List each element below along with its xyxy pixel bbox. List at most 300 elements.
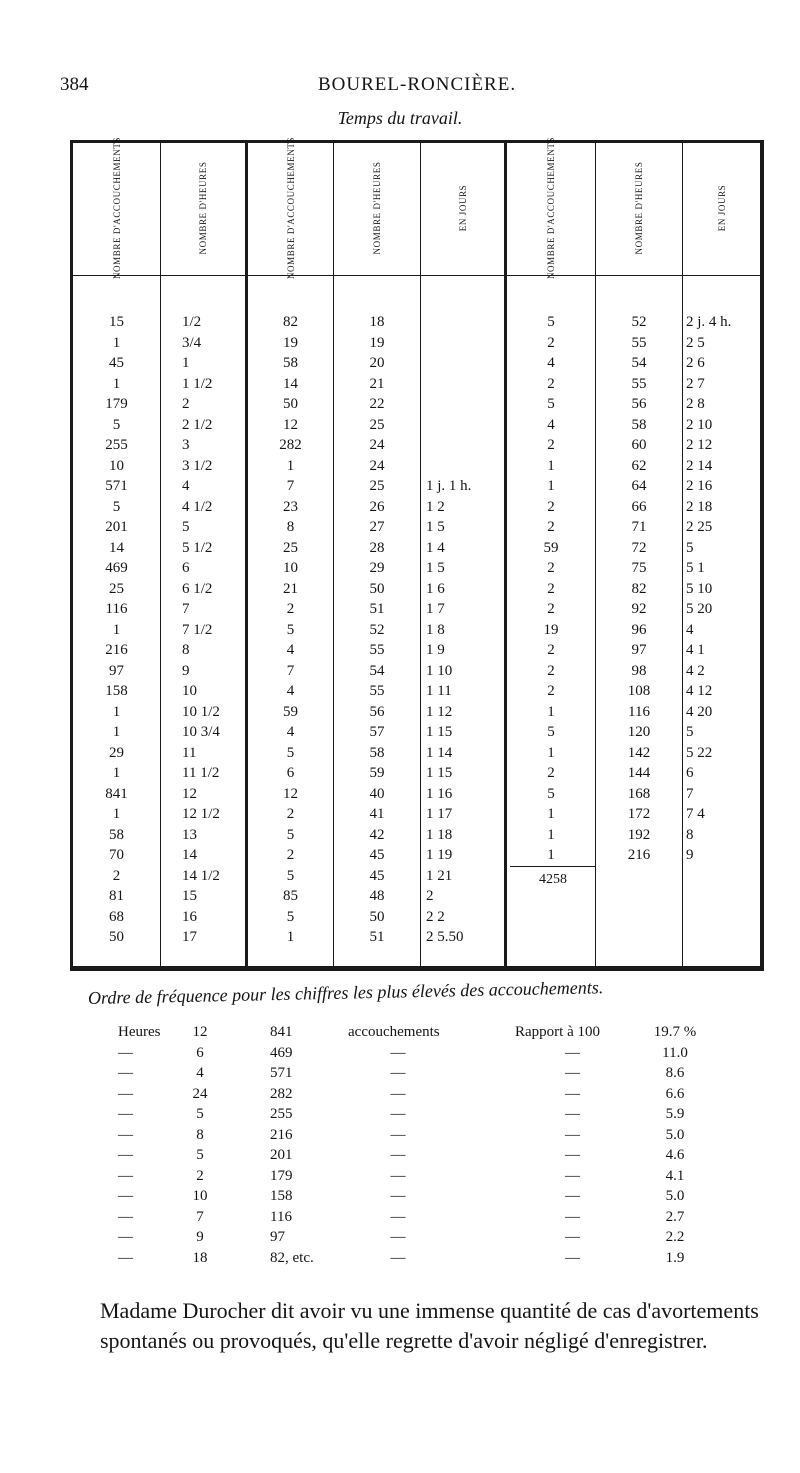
hours-value: 7 — [196, 1208, 204, 1225]
ditto-dash: — — [390, 1188, 406, 1204]
ditto-dash: — — [118, 1106, 133, 1122]
table-cell: 2 — [286, 847, 295, 863]
frequency-row — [0, 1106, 800, 1127]
table-cell: 1 8 — [426, 621, 445, 638]
table-cell: 2 — [547, 601, 555, 617]
table-cell: 1 15 — [426, 724, 453, 740]
percent-value: 4.1 — [665, 1167, 685, 1184]
table-cell: 29 — [109, 744, 124, 761]
table-cell: 68 — [109, 908, 124, 925]
ditto-dash: — — [118, 1085, 133, 1102]
table-cell: 92 — [631, 601, 647, 617]
ditto-dash: — — [565, 1167, 580, 1184]
table-cell: 1 5 — [426, 560, 445, 576]
table-cell: 19 — [283, 334, 298, 351]
table-cell: 72 — [631, 539, 647, 556]
hours-value: 10 — [192, 1188, 208, 1204]
header-text: NOMBRE D'ACCOUCHEMENTS — [546, 136, 556, 279]
frequency-row — [0, 1086, 800, 1107]
table-cell: 3 — [182, 437, 190, 453]
table-cell: 4 20 — [686, 703, 713, 720]
table-cell — [426, 415, 504, 436]
table-cell: 12 — [283, 416, 298, 433]
table-cell: 62 — [631, 457, 647, 474]
percent-value: 11.0 — [662, 1044, 688, 1061]
table-cell: 1 — [286, 929, 295, 945]
column-hours-2 — [334, 312, 420, 948]
table-cell: 5 — [547, 785, 555, 802]
table-cell: 13 — [182, 826, 197, 843]
table-cell: 2 j. 4 h. — [686, 314, 732, 330]
ditto-dash: — — [118, 1126, 133, 1143]
ditto-dash: — — [390, 1126, 406, 1143]
table-cell — [426, 456, 504, 477]
table-cell: 98 — [631, 662, 647, 679]
table-cell: 51 — [369, 601, 385, 617]
table-cell: 1 16 — [426, 785, 453, 802]
table-cell: 8 — [182, 642, 190, 658]
header-text: EN JOURS — [457, 184, 468, 231]
table-cell: 172 — [627, 806, 651, 822]
frequency-row — [0, 1127, 800, 1148]
ditto-dash: — — [390, 1229, 406, 1245]
table-cell: 54 — [369, 662, 385, 679]
table-cell: 5 — [112, 416, 121, 433]
frequency-row — [0, 1250, 800, 1271]
ditto-dash: — — [565, 1249, 580, 1266]
table-cell: 7 — [182, 601, 190, 617]
column-hours-3 — [596, 312, 682, 866]
frequency-table — [0, 1024, 800, 1274]
table-cell: 1 — [286, 457, 295, 474]
table-cell: 5 — [547, 396, 555, 412]
ditto-dash: — — [118, 1249, 133, 1266]
table-cell: 2 — [112, 867, 121, 884]
table-cell: 82 — [283, 314, 298, 330]
table-cell: 1 2 — [426, 498, 445, 515]
hours-label: Heures — [118, 1024, 161, 1040]
table-cell: 2 18 — [686, 498, 713, 515]
table-cell: 97 — [631, 642, 647, 658]
table-cell: 5 — [286, 826, 295, 843]
percent-value: 5.9 — [665, 1106, 685, 1122]
table-cell: 40 — [369, 785, 385, 802]
table-cell: 25 — [283, 539, 298, 556]
ditto-dash: — — [565, 1188, 580, 1204]
table-cell: 4 2 — [686, 662, 705, 679]
table-cell: 4 12 — [686, 683, 713, 699]
table-cell: 144 — [627, 765, 651, 781]
table-cell: 4 — [286, 683, 295, 699]
table-cell: 24 — [369, 437, 385, 453]
table-cell: 2 10 — [686, 416, 713, 433]
table-cell: 1 — [112, 703, 121, 720]
table-cell: 50 — [369, 908, 385, 925]
table-cell: 2 — [547, 375, 555, 392]
table-cell: 18 — [369, 314, 385, 330]
table-cell: 56 — [369, 703, 385, 720]
table-cell: 58 — [369, 744, 385, 761]
table-cell: 27 — [369, 519, 385, 535]
frequency-row — [0, 1188, 800, 1209]
table-cell: 15 — [182, 888, 197, 904]
table-cell: 1 — [547, 457, 555, 474]
table-cell: 29 — [369, 560, 385, 576]
table-cell: 28 — [369, 539, 385, 556]
count-value: 179 — [270, 1167, 293, 1184]
table-cell: 25 — [369, 478, 385, 494]
ditto-dash: — — [390, 1044, 406, 1061]
table-cell: 21 — [369, 375, 385, 392]
table-cell: 45 — [369, 867, 385, 884]
table-cell: 4 — [182, 478, 190, 494]
ditto-dash: — — [565, 1229, 580, 1245]
table-cell: 55 — [369, 642, 385, 658]
ditto-dash: — — [390, 1106, 406, 1122]
table-cell: 255 — [105, 437, 128, 453]
table-cell: 60 — [631, 437, 647, 453]
table-cell: 14 1/2 — [182, 867, 220, 884]
table-cell: 201 — [105, 519, 128, 535]
table-cell — [426, 353, 504, 374]
hours-value: 18 — [192, 1249, 208, 1266]
ditto-dash: — — [565, 1065, 580, 1081]
table-cell: 168 — [627, 785, 651, 802]
table-cell: 2 25 — [686, 519, 713, 535]
table-cell: 20 — [369, 355, 385, 371]
table-cell: 25 — [109, 580, 124, 597]
table-cell: 10 1/2 — [182, 703, 220, 720]
table-cell: 1 — [112, 334, 121, 351]
table-cell: 1 — [112, 724, 121, 740]
column-births-1 — [73, 312, 160, 948]
table-cell: 4 1/2 — [182, 498, 213, 515]
table-cell: 14 — [283, 375, 298, 392]
header-cell — [161, 140, 245, 275]
count-value: 97 — [270, 1229, 285, 1245]
table-cell: 45 — [369, 847, 385, 863]
table-cell: 1/2 — [182, 314, 202, 330]
header-cell — [683, 140, 760, 275]
table-cell: 6 1/2 — [182, 580, 213, 597]
table-cell: 1 — [182, 355, 190, 371]
table-cell: 4 — [286, 642, 295, 658]
table-cell: 21 — [283, 580, 298, 597]
table-cell: 52 — [369, 621, 385, 638]
count-value: 201 — [270, 1147, 293, 1163]
table-cell: 58 — [283, 355, 298, 371]
percent-value: 1.9 — [665, 1249, 685, 1266]
header-text: EN JOURS — [716, 184, 727, 231]
table-cell: 14 — [109, 539, 124, 556]
hours-value: 5 — [196, 1106, 204, 1122]
table-cell: 25 — [369, 416, 385, 433]
table-cell: 2 — [547, 765, 555, 781]
ditto-dash: — — [390, 1167, 406, 1184]
table-cell: 10 — [283, 560, 298, 576]
table-cell: 1 17 — [426, 806, 453, 822]
ditto-dash: — — [565, 1208, 580, 1225]
table-cell — [426, 374, 504, 395]
table-cell — [426, 312, 504, 333]
table-cell: 5 — [286, 867, 295, 884]
table-cell: 2 12 — [686, 437, 713, 453]
count-value: 116 — [270, 1208, 292, 1225]
table-cell: 841 — [105, 785, 128, 802]
table-cell: 12 — [283, 785, 298, 802]
table-cell: 12 1/2 — [182, 806, 220, 822]
table-cell: 7 4 — [686, 806, 705, 822]
table-cell: 1 j. 1 h. — [426, 478, 472, 494]
frequency-row — [0, 1209, 800, 1230]
ditto-dash: — — [390, 1065, 406, 1081]
table-cell: 116 — [628, 703, 650, 720]
hours-value: 8 — [196, 1126, 204, 1143]
ditto-dash: — — [118, 1147, 133, 1163]
percent-value: 19.7 % — [653, 1024, 697, 1040]
ditto-dash: — — [118, 1167, 133, 1184]
table-cell: 5 10 — [686, 580, 713, 597]
percent-value: 2.7 — [665, 1208, 685, 1225]
table-cell: 54 — [631, 355, 647, 371]
ditto-dash: — — [118, 1044, 133, 1061]
frequency-row — [0, 1147, 800, 1168]
table-cell: 192 — [627, 826, 651, 843]
table-cell: 52 — [631, 314, 647, 330]
table-cell: 2 — [547, 334, 555, 351]
header-cell — [248, 136, 333, 279]
table-cell: 1 — [547, 703, 555, 720]
table-cell: 1 19 — [426, 847, 453, 863]
table-cell: 1 — [547, 806, 555, 822]
table-cell: 2 — [286, 601, 295, 617]
ditto-dash: — — [118, 1229, 133, 1245]
table-cell: 216 — [627, 847, 651, 863]
ditto-dash: — — [565, 1126, 580, 1143]
table-cell: 11 1/2 — [182, 765, 220, 781]
closing-paragraph: Madame Durocher dit avoir vu une immense quantité de cas d'avortements spontanés ou provoqués, qu'elle regrette d'avoir négligé d'enregistrer. — [100, 1298, 759, 1353]
table-cell: 1 — [112, 765, 121, 781]
table-cell: 1 7 — [426, 601, 445, 617]
table-cell: 5 — [286, 908, 295, 925]
table-cell: 216 — [105, 642, 128, 658]
table-caption: Temps du travail. — [337, 108, 463, 128]
table-cell: 8 — [286, 519, 295, 535]
ditto-dash: — — [565, 1106, 580, 1122]
hours-value: 9 — [196, 1229, 204, 1245]
frequency-row — [0, 1024, 800, 1045]
table-cell: 9 — [686, 847, 694, 863]
table-cell: 15 — [109, 314, 124, 330]
table-cell: 6 — [286, 765, 295, 781]
table-cell: 12 — [182, 785, 197, 802]
frequency-row — [0, 1065, 800, 1086]
column-births-2 — [248, 312, 333, 948]
hours-value: 4 — [196, 1065, 204, 1081]
table-cell — [426, 394, 504, 415]
running-head: BOUREL-RONCIÈRE. — [318, 74, 517, 95]
births-total: 4258 — [539, 872, 567, 887]
table-cell: 64 — [631, 478, 647, 494]
table-cell: 16 — [182, 908, 197, 925]
table-cell: 1 12 — [426, 703, 453, 720]
table-cell: 5 — [286, 621, 295, 638]
table-cell: 59 — [369, 765, 385, 781]
table-cell: 1 15 — [426, 765, 453, 781]
labor-time-table — [70, 136, 764, 972]
column-days-2 — [686, 312, 760, 866]
table-cell: 22 — [369, 396, 385, 412]
table-cell: 71 — [631, 519, 647, 535]
table-cell: 3 1/2 — [182, 457, 213, 474]
table-cell: 2 1/2 — [182, 416, 213, 433]
table-cell: 7 1/2 — [182, 621, 213, 638]
ditto-dash: — — [565, 1147, 580, 1163]
header-cell — [421, 140, 504, 275]
table-cell: 2 2 — [426, 908, 445, 925]
table-cell: 1 18 — [426, 826, 453, 843]
table-cell: 5 — [547, 314, 555, 330]
table-cell: 55 — [631, 375, 647, 392]
table-cell: 48 — [369, 888, 385, 904]
table-cell: 1 10 — [426, 662, 453, 679]
table-cell: 6 — [182, 560, 190, 576]
table-cell: 50 — [283, 396, 298, 412]
table-cell: 70 — [109, 847, 124, 863]
table-cell: 2 — [547, 683, 555, 699]
percent-value: 4.6 — [665, 1147, 685, 1163]
hours-value: 6 — [196, 1044, 204, 1061]
table-cell: 57 — [369, 724, 385, 740]
percent-value: 5.0 — [665, 1126, 685, 1143]
header-text: NOMBRE D'HEURES — [372, 161, 382, 254]
ditto-dash: — — [565, 1085, 580, 1102]
hours-value: 12 — [192, 1024, 208, 1040]
table-cell: 1 — [547, 847, 555, 863]
table-cell: 120 — [627, 724, 651, 740]
table-cell: 24 — [369, 457, 385, 474]
table-cell: 56 — [631, 396, 647, 412]
percent-value: 8.6 — [665, 1065, 685, 1081]
table-cell: 2 5.50 — [426, 929, 464, 945]
table-cell: 59 — [283, 703, 298, 720]
count-value: 82, etc. — [270, 1249, 314, 1266]
header-text: NOMBRE D'ACCOUCHEMENTS — [111, 136, 122, 279]
count-value: 571 — [270, 1065, 293, 1081]
count-value: 841 — [270, 1024, 293, 1040]
table-cell: 5 22 — [686, 744, 713, 761]
frequency-row — [0, 1229, 800, 1250]
table-cell: 2 16 — [686, 478, 713, 494]
total-rule — [510, 866, 595, 867]
table-cell: 5 — [182, 519, 190, 535]
table-cell: 50 — [369, 580, 385, 597]
count-value: 282 — [270, 1085, 293, 1102]
table-cell: 2 — [547, 662, 555, 679]
table-cell: 85 — [283, 888, 298, 904]
frequency-caption: Ordre de fréquence pour les chiffres les plus élevés des accouchements. — [87, 977, 604, 1008]
table-cell: 19 — [543, 621, 559, 638]
table-cell: 2 8 — [686, 396, 705, 412]
percent-value: 2.2 — [665, 1229, 685, 1245]
hours-value: 2 — [196, 1167, 204, 1184]
table-cell: 2 — [182, 396, 190, 412]
table-cell: 58 — [109, 826, 124, 843]
table-cell: 66 — [631, 498, 647, 515]
table-cell: 23 — [283, 498, 298, 515]
table-cell: 158 — [105, 683, 128, 699]
table-cell: 5 — [112, 498, 121, 515]
table-cell: 2 — [547, 519, 555, 535]
table-cell: 10 — [109, 457, 124, 474]
table-cell — [426, 435, 504, 456]
table-cell: 5 — [686, 539, 694, 556]
table-cell: 59 — [543, 539, 559, 556]
table-cell: 14 — [182, 847, 197, 863]
table-cell: 58 — [631, 416, 647, 433]
count-value: 158 — [270, 1188, 293, 1204]
table-cell: 116 — [105, 601, 128, 617]
ditto-dash: — — [118, 1188, 133, 1204]
table-cell: 75 — [631, 560, 647, 576]
table-cell: 108 — [627, 683, 651, 699]
table-cell: 1 9 — [426, 642, 445, 658]
table-cell: 1 11 — [426, 683, 452, 699]
frequency-row — [0, 1168, 800, 1189]
ditto-dash: — — [118, 1208, 133, 1225]
table-cell: 7 — [286, 662, 295, 679]
table-cell: 2 — [286, 806, 295, 822]
table-cell: 4 — [686, 621, 694, 638]
table-cell: 8 — [686, 826, 694, 843]
ditto-dash: — — [390, 1208, 406, 1225]
header-cell — [73, 136, 160, 279]
table-cell: 81 — [109, 888, 124, 904]
table-cell: 41 — [369, 806, 385, 822]
ditto-dash: — — [118, 1065, 133, 1081]
table-cell: 1 21 — [426, 867, 453, 884]
table-cell: 179 — [105, 396, 128, 412]
count-value: 255 — [270, 1106, 293, 1122]
count-value: 216 — [270, 1126, 293, 1143]
table-cell: 2 — [547, 437, 555, 453]
table-cell: 5 20 — [686, 601, 713, 617]
table-cell: 1 — [112, 806, 121, 822]
count-value: 469 — [270, 1044, 293, 1061]
ditto-dash: — — [390, 1085, 406, 1102]
table-cell: 1 6 — [426, 580, 445, 597]
table-cell: 469 — [105, 560, 128, 576]
table-cell: 2 14 — [686, 457, 713, 474]
table-cell: 1 — [112, 375, 121, 392]
table-cell: 571 — [105, 478, 128, 494]
table-cell: 50 — [109, 929, 124, 945]
table-cell: 5 — [286, 744, 295, 761]
table-cell: 2 5 — [686, 334, 705, 351]
column-births-3 — [507, 312, 595, 866]
table-cell: 5 1/2 — [182, 539, 213, 556]
table-cell: 45 — [109, 355, 124, 371]
header-cell — [334, 140, 420, 275]
table-cell: 7 — [686, 785, 694, 802]
ratio-label: Rapport à 100 — [515, 1024, 600, 1040]
ditto-dash: — — [565, 1044, 580, 1061]
table-cell: 7 — [286, 478, 295, 494]
table-cell: 6 — [686, 765, 694, 781]
table-cell: 11 — [182, 744, 197, 761]
table-cell: 82 — [631, 580, 647, 597]
table-cell: 1 5 — [426, 519, 445, 535]
